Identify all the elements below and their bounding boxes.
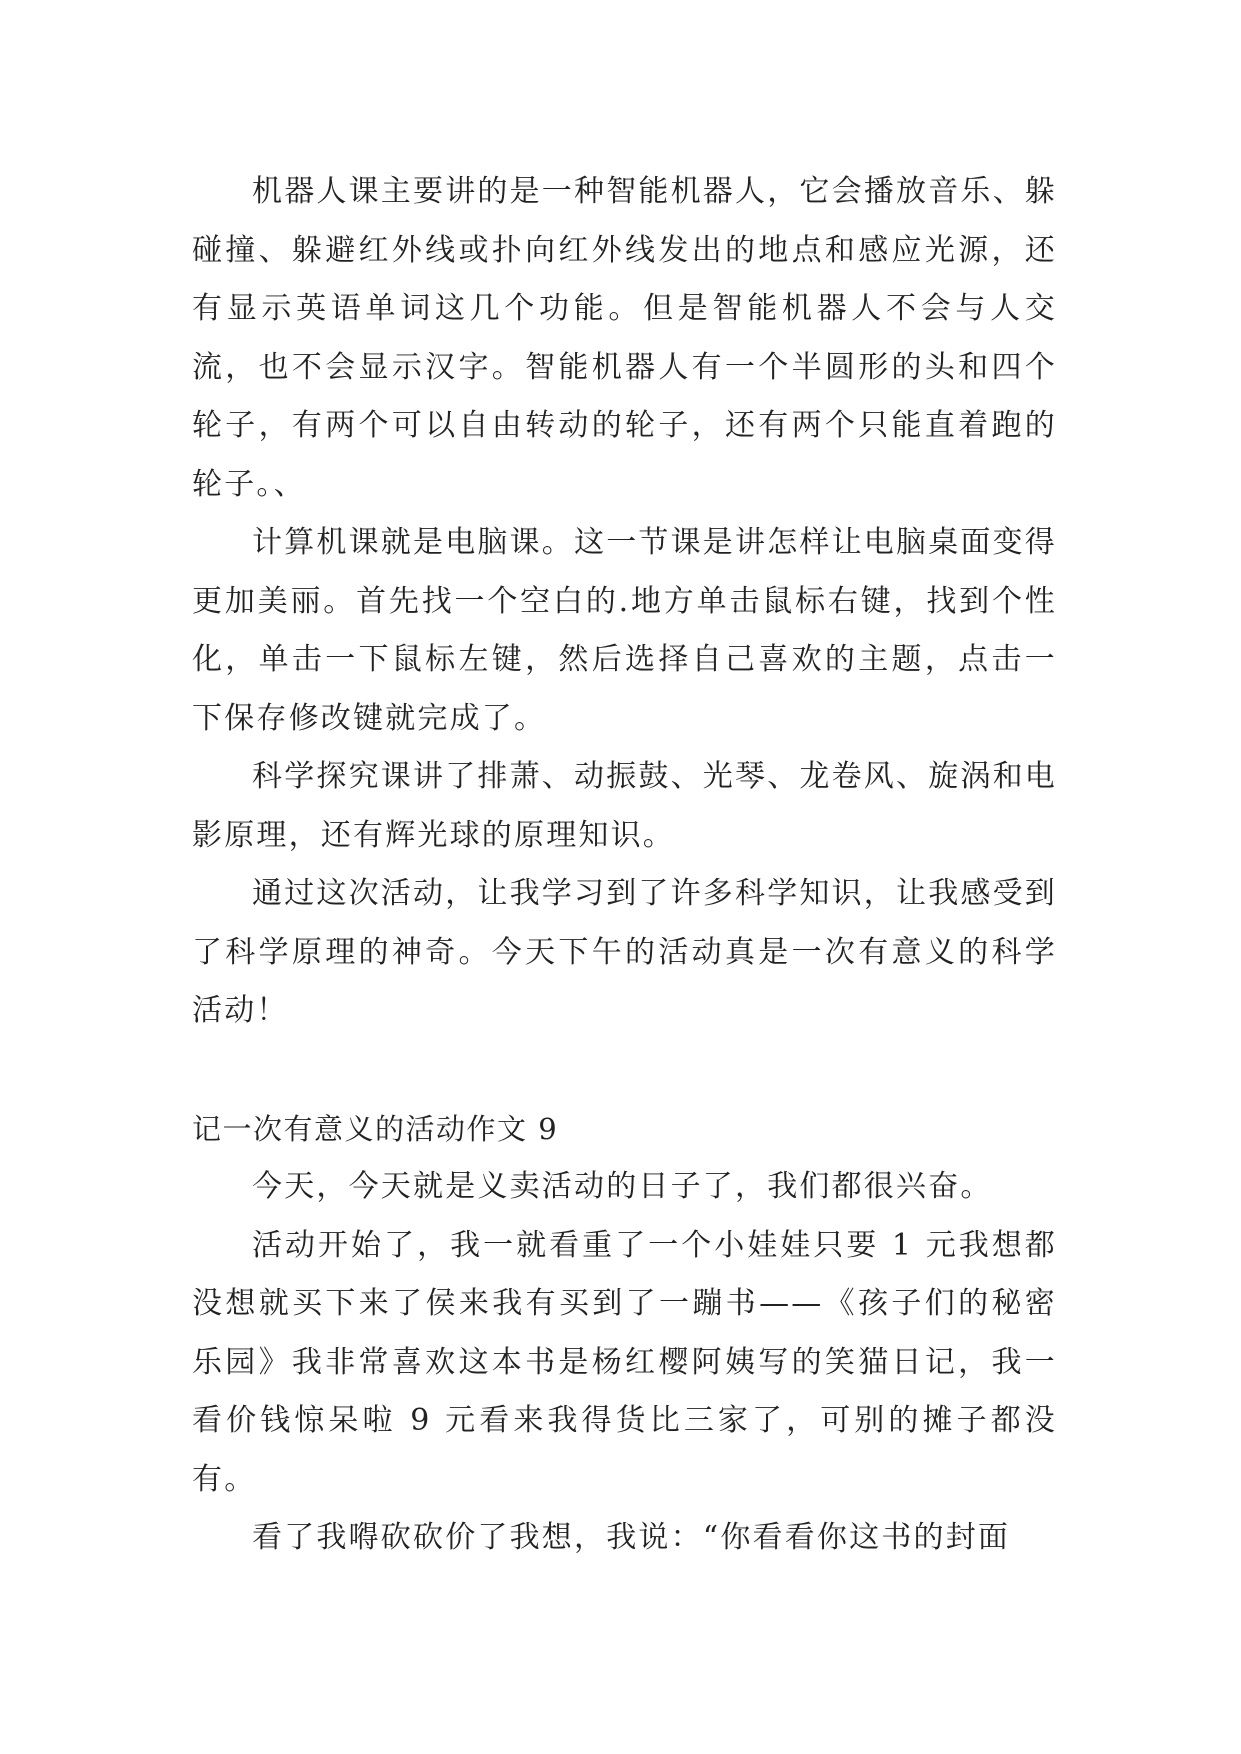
- paragraph-science-class: 科学探究课讲了排萧、动振鼓、光琴、龙卷风、旋涡和电影原理，还有辉光球的原理知识。: [192, 759, 1057, 853]
- paragraph-conclusion: 通过这次活动，让我学习到了许多科学知识，让我感受到了科学原理的神奇。今天下午的活动真是一次有意义的科学活动！: [192, 876, 1057, 1028]
- paragraph-computer-class: 计算机课就是电脑课。这一节课是讲怎样让电脑桌面变得更加美丽。首先找一个空白的.地方单击鼠标右键，找到个性化，单击一下鼠标左键，然后选择自己喜欢的主题，点击一下保存修改键就完成了。: [192, 525, 1057, 736]
- paragraph-charity-sale-buying: 活动开始了，我一就看重了一个小娃娃只要 1 元我想都没想就买下来了侯来我有买到了一蹦书——《孩子们的秘密乐园》我非常喜欢这本书是杨红樱阿姨写的笑猫日记，我一看价钱惊呆啦 9 元看来我得货比三家了，可别的摊子都没有。: [192, 1227, 1057, 1497]
- document-body: [192, 163, 1057, 1568]
- section-title: 记一次有意义的活动作文 9: [192, 1111, 559, 1146]
- paragraph-charity-sale-bargain: 看了我嘚砍砍价了我想，我说：“你看看你这书的封面: [252, 1520, 1011, 1555]
- paragraph-charity-sale-intro: 今天，今天就是义卖活动的日子了，我们都很兴奋。: [252, 1169, 993, 1204]
- paragraph-robot-class: 机器人课主要讲的是一种智能机器人，它会播放音乐、躲碰撞、躲避红外线或扑向红外线发出的地点和感应光源，还有显示英语单词这几个功能。但是智能机器人不会与人交流，也不会显示汉字。智能机器人有一个半圆形的头和四个轮子，有两个可以自由转动的轮子，还有两个只能直着跑的轮子。、: [192, 174, 1057, 502]
